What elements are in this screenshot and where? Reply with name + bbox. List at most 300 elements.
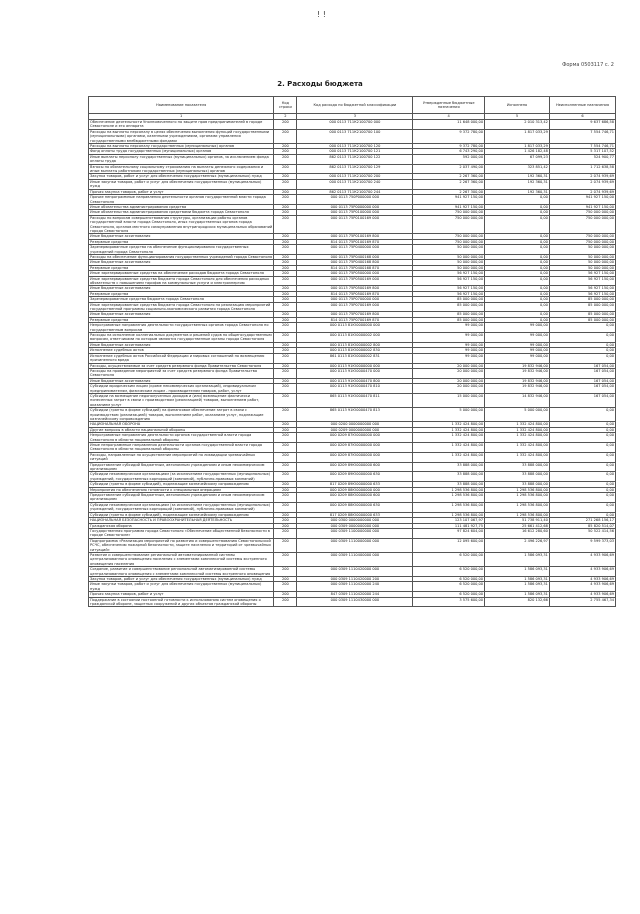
row-approved: 1 298 536 800,00 xyxy=(413,487,485,492)
table-row xyxy=(89,443,616,453)
row-class-code: 000 0113 75Р0400168 000 xyxy=(297,254,413,259)
row-line-code: 200 xyxy=(274,538,297,552)
row-unexecuted: 85 000 000,00 xyxy=(549,297,615,302)
table-row xyxy=(89,215,616,234)
row-line-code: 200 xyxy=(274,215,297,234)
row-name: Зарезервированные средства на обеспечение функционирования государственных учреждений города Севастополя xyxy=(89,245,274,255)
row-unexecuted: 271 268 156,17 xyxy=(549,518,615,523)
table-row xyxy=(89,528,616,538)
row-executed: 2 010 313,42 xyxy=(485,120,550,130)
row-line-code: 200 xyxy=(274,164,297,174)
row-approved: 111 481 927,75 xyxy=(413,523,485,528)
table-row xyxy=(89,597,616,607)
row-unexecuted: 0,00 xyxy=(549,333,615,343)
row-unexecuted: 4 933 906,69 xyxy=(549,592,615,597)
row-name: Непрограммные направления деятельности государственных органов города Севастополя по государственным вопросам xyxy=(89,323,274,333)
table-row xyxy=(89,582,616,592)
row-name: Субсидии некоммерческим организациям (за исключением государственных (муниципальных) учреждений, государственных корпораций (компаний), публично-правовых компаний) xyxy=(89,472,274,482)
row-unexecuted: 0,00 xyxy=(549,493,615,503)
row-name: Резервные средства xyxy=(89,317,274,322)
row-class-code: 000 0209 88Ю0000000 600 xyxy=(297,493,413,503)
header-executed: Исполнено xyxy=(485,97,550,114)
column-number: 1 xyxy=(89,114,274,120)
row-executed: 0,00 xyxy=(485,312,550,317)
row-line-code: 200 xyxy=(274,265,297,270)
row-line-code: 200 xyxy=(274,342,297,347)
row-line-code: 200 xyxy=(274,286,297,291)
row-name: Закупка товаров, работ и услуг для обеспечения государственных (муниципальных) нужд xyxy=(89,174,274,179)
table-row xyxy=(89,462,616,472)
table-row xyxy=(89,368,616,378)
row-approved: 9 372 780,00 xyxy=(413,129,485,143)
table-row xyxy=(89,452,616,462)
row-unexecuted: 85 000 000,00 xyxy=(549,317,615,322)
row-approved: 50 000 000,00 xyxy=(413,245,485,255)
row-name: Расходы на проведение мероприятий за счет средств резервного фонда Правительства Севастополя xyxy=(89,368,274,378)
table-row xyxy=(89,164,616,174)
table-row xyxy=(89,302,616,312)
row-unexecuted: 167 054,00 xyxy=(549,378,615,383)
row-approved: 15 000 000,00 xyxy=(413,393,485,407)
row-class-code: 000 0113 711К2100700 100 xyxy=(297,129,413,143)
row-approved: 1 298 536 800,00 xyxy=(413,493,485,503)
row-unexecuted: 4 933 906,69 xyxy=(549,552,615,566)
row-class-code: 000 0113 75Р0400000 000 xyxy=(297,245,413,255)
row-executed: 51 738 911,40 xyxy=(485,518,550,523)
row-unexecuted: 56 927 150,00 xyxy=(549,291,615,296)
row-name: Мероприятия по обеспечению готовности к специальным операциям xyxy=(89,487,274,492)
row-approved: 2 267 300,00 xyxy=(413,189,485,194)
row-executed: 19 832 946,00 xyxy=(485,368,550,378)
row-executed: 19 832 946,00 xyxy=(485,363,550,368)
row-approved: 56 927 150,00 xyxy=(413,286,485,291)
row-name: Исполнение судебных актов Российской Федерации и мировых соглашений по возмещению причиненного вреда xyxy=(89,353,274,363)
row-executed: 1 298 536 800,00 xyxy=(485,502,550,512)
row-name: Субсидии на возмещение недополученных доходов и (или) возмещение фактически понесенных затрат в связи с производством (реализацией) товаров, выполнением работ, оказанием услуг xyxy=(89,393,274,407)
row-executed: 1 332 424 800,00 xyxy=(485,433,550,443)
row-executed: 0,00 xyxy=(485,265,550,270)
row-class-code: 000 0309 1110400000 000 xyxy=(297,552,413,566)
row-approved: 6 520 000,00 xyxy=(413,576,485,581)
row-unexecuted: 7 554 746,71 xyxy=(549,144,615,149)
row-line-code: 200 xyxy=(274,276,297,286)
header-classification-code: Код расхода по бюджетной классификации xyxy=(297,97,413,114)
row-approved: 33 888 000,00 xyxy=(413,472,485,482)
row-line-code: 200 xyxy=(274,291,297,296)
header-line-code: Код строки xyxy=(274,97,297,114)
table-row xyxy=(89,576,616,581)
row-name: Субсидии некоммерческим организациям (за исключением государственных (муниципальных) учреждений, государственных корпораций (компаний), публично-правовых компаний) xyxy=(89,502,274,512)
row-class-code: 000 0209 87Ю0000000 000 xyxy=(297,452,413,462)
row-line-code: 200 xyxy=(274,512,297,517)
row-class-code: 000 0113 91Ю0000000 000 xyxy=(297,363,413,368)
row-executed: 0,00 xyxy=(485,276,550,286)
row-approved: 50 000 000,00 xyxy=(413,260,485,265)
row-line-code: 200 xyxy=(274,592,297,597)
row-name: Иные закупки товаров, работ и услуг для обеспечения государственных (муниципальных) нужд xyxy=(89,179,274,189)
row-line-code: 200 xyxy=(274,204,297,209)
row-name: НАЦИОНАЛЬНАЯ ОБОРОНА xyxy=(89,422,274,427)
row-executed: 1 586 093,31 xyxy=(485,592,550,597)
row-class-code: 000 0309 1110000000 000 xyxy=(297,538,413,552)
row-class-code: 000 0113 81Ю0000000 000 xyxy=(297,323,413,333)
row-line-code: 200 xyxy=(274,317,297,322)
row-line-code: 200 xyxy=(274,482,297,487)
row-executed: 0,00 xyxy=(485,254,550,259)
row-class-code: 000 0113 750Р000000 000 xyxy=(297,195,413,205)
table-row xyxy=(89,179,616,189)
row-class-code: 862 0113 711К2100700 244 xyxy=(297,189,413,194)
row-class-code: 000 0113 711К2100700 121 xyxy=(297,149,413,154)
row-unexecuted: 2 074 939,69 xyxy=(549,174,615,179)
row-unexecuted: 750 000 000,00 xyxy=(549,215,615,234)
table-row xyxy=(89,353,616,363)
row-line-code: 200 xyxy=(274,254,297,259)
table-row xyxy=(89,502,616,512)
row-line-code: 200 xyxy=(274,462,297,472)
row-class-code: 000 0309 0000000000 000 xyxy=(297,523,413,528)
row-line-code: 200 xyxy=(274,348,297,353)
table-body xyxy=(89,120,616,607)
row-executed: 2 496 226,97 xyxy=(485,538,550,552)
table-row xyxy=(89,323,616,333)
header-indicator-name: Наименование показателя xyxy=(89,97,274,114)
row-approved: 99 000,00 xyxy=(413,323,485,333)
row-name: Поддержание в состоянии постоянной готовности к использованию систем оповещения о гражданской обороне, защитных сооружений и других объектов гражданской обороны xyxy=(89,597,274,607)
row-unexecuted: 0,00 xyxy=(549,348,615,353)
row-unexecuted: 5 317 107,52 xyxy=(549,149,615,154)
row-line-code: 200 xyxy=(274,597,297,607)
row-unexecuted: 0,00 xyxy=(549,422,615,427)
row-approved: 12 095 600,00 xyxy=(413,538,485,552)
row-line-code: 200 xyxy=(274,297,297,302)
row-approved: 85 000 000,00 xyxy=(413,302,485,312)
row-approved: 6 520 000,00 xyxy=(413,582,485,592)
row-name: Иные бюджетные ассигнования xyxy=(89,378,274,383)
row-class-code: 000 0113 75Р0700169 800 xyxy=(297,312,413,317)
row-name: Субсидии юридическим лицам (кроме некоммерческих организаций), индивидуальным предпринимателям, физическим лицам - производителям товаров, работ, услуг xyxy=(89,384,274,394)
row-class-code: 000 0113 75Р0500169 800 xyxy=(297,286,413,291)
row-approved: 2 037 490,00 xyxy=(413,164,485,174)
row-executed: 0,00 xyxy=(485,215,550,234)
row-line-code: 200 xyxy=(274,582,297,592)
row-line-code: 200 xyxy=(274,452,297,462)
row-unexecuted: 2 755 467,34 xyxy=(549,597,615,607)
row-executed: 99 000,00 xyxy=(485,342,550,347)
row-class-code: 847 0309 1110420000 244 xyxy=(297,592,413,597)
row-unexecuted: 56 927 150,00 xyxy=(549,271,615,276)
row-class-code: 000 0209 89Ю0000000 630 xyxy=(297,472,413,482)
table-header-row xyxy=(89,97,616,114)
row-approved: 5 000 000,00 xyxy=(413,408,485,422)
row-name: Расходы на обеспечение функционирования государственных учреждений города Севастополя xyxy=(90,254,273,259)
row-unexecuted: 0,00 xyxy=(549,487,615,492)
row-line-code: 200 xyxy=(274,393,297,407)
table-row xyxy=(89,154,616,164)
row-executed: 0,00 xyxy=(485,234,550,239)
row-line-code: 200 xyxy=(274,234,297,239)
row-unexecuted: 85 000 000,00 xyxy=(549,312,615,317)
row-executed: 1 586 093,31 xyxy=(485,576,550,581)
table-row xyxy=(89,512,616,517)
row-class-code: 000 0113 81Ю0000002 800 xyxy=(297,342,413,347)
row-approved: 1 332 424 800,00 xyxy=(413,443,485,453)
row-executed: 192 360,31 xyxy=(485,174,550,179)
row-class-code: 000 0209 89Ю0000000 600 xyxy=(297,462,413,472)
row-executed: 33 888 000,00 xyxy=(485,472,550,482)
row-class-code: 000 0113 75Р0500000 000 xyxy=(297,271,413,276)
row-approved: 6 520 000,00 xyxy=(413,567,485,577)
row-approved: 99 000,00 xyxy=(413,353,485,363)
row-line-code: 200 xyxy=(274,144,297,149)
row-approved: 20 000 000,00 xyxy=(413,368,485,378)
row-line-code: 200 xyxy=(274,302,297,312)
row-executed: 1 426 182,48 xyxy=(485,149,550,154)
row-line-code: 200 xyxy=(274,576,297,581)
row-unexecuted: 2 074 939,69 xyxy=(549,179,615,189)
table-row xyxy=(89,393,616,407)
row-class-code: 000 0209 0000000000 000 xyxy=(297,427,413,432)
row-approved: 9 372 780,00 xyxy=(413,144,485,149)
row-approved: 1 332 424 800,00 xyxy=(413,427,485,432)
row-approved: 1 298 536 800,00 xyxy=(413,512,485,517)
row-name: Иные бюджетные ассигнования xyxy=(89,342,274,347)
row-unexecuted: 750 000 000,00 xyxy=(549,210,615,215)
table-row xyxy=(89,427,616,432)
row-unexecuted: 7 554 746,71 xyxy=(549,129,615,143)
table-row xyxy=(89,487,616,492)
row-line-code: 200 xyxy=(274,378,297,383)
row-class-code: 817 0209 89Ю0000000 633 xyxy=(297,482,413,487)
row-unexecuted: 4 933 906,69 xyxy=(549,567,615,577)
row-line-code: 200 xyxy=(274,422,297,427)
row-unexecuted: 524 900,77 xyxy=(549,154,615,164)
row-name: Прочая закупка товаров, работ и услуг xyxy=(89,189,274,194)
row-line-code: 200 xyxy=(274,154,297,164)
row-line-code: 200 xyxy=(274,174,297,179)
row-unexecuted: 941 927 150,00 xyxy=(549,195,615,205)
row-line-code: 200 xyxy=(274,120,297,130)
table-row xyxy=(89,149,616,154)
row-unexecuted: 0,00 xyxy=(549,482,615,487)
row-name: Прочие непрограммные направления деятельности органов государственной власти города Севастополя xyxy=(89,195,274,205)
row-executed: 1 332 424 800,00 xyxy=(485,443,550,453)
row-executed: 0,00 xyxy=(485,245,550,255)
table-row xyxy=(89,472,616,482)
row-name: Непрограммные направления деятельности органов государственной власти города Севастополя в области национальной обороны xyxy=(89,433,274,443)
row-approved: 3 575 600,00 xyxy=(413,597,485,607)
row-class-code: 865 0113 91Ю0000470 813 xyxy=(297,408,413,422)
row-line-code: 200 xyxy=(274,433,297,443)
row-name: Субсидии (гранты в форме субсидий), подлежащие казначейскому сопровождению xyxy=(89,482,274,487)
row-name: Фонд оплаты труда государственных (муниципальных) органов xyxy=(89,149,274,154)
row-unexecuted: 0,00 xyxy=(549,433,615,443)
row-approved: 1 332 424 800,00 xyxy=(413,433,485,443)
row-name: Расходы на выплаты персоналу государственных (муниципальных) органов xyxy=(89,144,274,149)
row-class-code: 000 0309 1110420000 000 xyxy=(297,567,413,577)
row-executed: 0,00 xyxy=(485,204,550,209)
row-name: Расходы на выплаты персоналу в целях обеспечения выполнения функций государственными (муниципальными) органами, казенными учреждениями, органами управления государственными внебюджетными фондами xyxy=(89,129,274,143)
row-name: Иные зарезервированные средства бюджета города Севастополя для обеспечения расходных обязательств с повышением тарифов на коммунальные услуги и электроэнергию xyxy=(89,276,274,286)
row-name: Иные зарезервированные средства бюджета города Севастополя на реализацию мероприятий государственной программы социально-экономического развития города Севастополя xyxy=(89,302,274,312)
row-name: Закупка товаров, работ и услуг для обеспечения государственных (муниципальных) нужд xyxy=(89,576,274,581)
row-name: Расходы по вопросам совершенствования структуры, организации работы органов государственной власти города Севастополя, иных государственных органов города Севастополя, органов местного самоуправления внутригородских муниципальных образований города Севастополя xyxy=(90,215,273,233)
row-line-code: 200 xyxy=(274,384,297,394)
row-name: Резервные средства xyxy=(89,265,274,270)
row-executed: 192 360,31 xyxy=(485,179,550,189)
row-line-code: 200 xyxy=(274,552,297,566)
row-line-code: 200 xyxy=(274,195,297,205)
row-line-code: 200 xyxy=(274,312,297,317)
row-class-code: 861 0113 81Ю0000002 831 xyxy=(297,353,413,363)
row-name: Расходы, осуществляемые за счет средств резервного фонда Правительства Севастополя xyxy=(89,363,274,368)
row-approved: 750 000 000,00 xyxy=(413,239,485,244)
row-unexecuted: 167 054,00 xyxy=(549,384,615,394)
page-title: 2. Расходы бюджета xyxy=(277,80,363,88)
row-line-code: 200 xyxy=(274,239,297,244)
row-name: Иные зарезервированные средства на обеспечение расходов бюджета города Севастополя xyxy=(89,271,274,276)
row-class-code: 862 0113 711К2100700 129 xyxy=(297,164,413,174)
row-executed: 1 332 424 800,00 xyxy=(485,422,550,427)
row-executed: 99 000,00 xyxy=(485,348,550,353)
row-approved: 6 520 000,00 xyxy=(413,552,485,566)
row-class-code: 000 0113 711К2100700 000 xyxy=(297,120,413,130)
row-class-code: 862 0113 711К2100700 122 xyxy=(297,154,413,164)
row-executed: 0,00 xyxy=(485,317,550,322)
row-unexecuted: 167 054,00 xyxy=(549,368,615,378)
row-unexecuted: 0,00 xyxy=(549,353,615,363)
table-row xyxy=(89,333,616,343)
row-executed: 33 888 000,00 xyxy=(485,462,550,472)
row-unexecuted: 0,00 xyxy=(549,323,615,333)
row-class-code: 814 0113 75Р0500169 870 xyxy=(297,291,413,296)
table-row xyxy=(89,552,616,566)
row-name: Иные бюджетные ассигнования xyxy=(89,286,274,291)
row-name: Субсидии (гранты в форме субсидий) на финансовое обеспечение затрат в связи с производством (реализацией) товаров, выполнением работ, оказанием услуг, подлежащие казначейскому сопровождению xyxy=(89,408,274,422)
row-unexecuted: 50 000 000,00 xyxy=(549,265,615,270)
row-line-code: 200 xyxy=(274,323,297,333)
row-executed: 0,00 xyxy=(485,302,550,312)
row-unexecuted: 50 000 000,00 xyxy=(549,260,615,265)
row-approved: 50 000 000,00 xyxy=(413,254,485,259)
row-approved: 20 000 000,00 xyxy=(413,384,485,394)
row-name: Иные обязательства администрирования средства xyxy=(89,204,274,209)
row-executed: 16 612 280,60 xyxy=(485,528,550,538)
row-executed: 0,00 xyxy=(485,260,550,265)
row-executed: 19 832 946,00 xyxy=(485,384,550,394)
row-class-code: 000 0113 75Р0400168 800 xyxy=(297,260,413,265)
row-unexecuted: 167 054,00 xyxy=(549,363,615,368)
row-approved: 2 267 360,00 xyxy=(413,179,485,189)
row-line-code: 200 xyxy=(274,129,297,143)
row-approved: 750 000 000,00 xyxy=(413,234,485,239)
table-row xyxy=(89,538,616,552)
column-number: 4 xyxy=(413,114,485,120)
row-name: Гражданская оборона xyxy=(89,523,274,528)
row-executed: 99 000,00 xyxy=(485,353,550,363)
row-unexecuted: 941 927 150,00 xyxy=(549,204,615,209)
row-class-code: 000 0113 711К2100700 200 xyxy=(297,174,413,179)
row-line-code: 200 xyxy=(274,502,297,512)
column-number: 5 xyxy=(485,114,550,120)
row-line-code: 200 xyxy=(274,363,297,368)
row-class-code: 000 0209 87Ю0000000 000 xyxy=(297,433,413,443)
row-executed: 1 817 033,29 xyxy=(485,144,550,149)
row-approved: 1 332 424 800,00 xyxy=(413,452,485,462)
row-line-code: 200 xyxy=(274,472,297,482)
row-approved: 1 298 536 800,00 xyxy=(413,502,485,512)
row-approved: 99 000,00 xyxy=(413,333,485,343)
column-number: 3 xyxy=(297,114,413,120)
row-class-code: 814 0113 75Р0100169 870 xyxy=(297,239,413,244)
row-unexecuted: 0,00 xyxy=(549,443,615,453)
row-approved: 2 267 360,00 xyxy=(413,174,485,179)
row-approved: 750 000 000,00 xyxy=(413,210,485,215)
table-row xyxy=(89,144,616,149)
row-name: Предоставление субсидий бюджетным, автономным учреждениям и иным некоммерческим организациям xyxy=(89,462,274,472)
row-unexecuted: 85 820 514,07 xyxy=(549,523,615,528)
row-approved: 20 000 000,00 xyxy=(413,363,485,368)
row-executed: 1 586 093,31 xyxy=(485,567,550,577)
row-unexecuted: 50 000 000,00 xyxy=(549,254,615,259)
row-class-code: 000 0309 1110420000 200 xyxy=(297,576,413,581)
row-approved: 123 107 067,97 xyxy=(413,518,485,523)
row-class-code: 000 0309 1100000000 000 xyxy=(297,528,413,538)
table-row xyxy=(89,408,616,422)
row-approved: 97 824 604,00 xyxy=(413,528,485,538)
row-executed: 0,00 xyxy=(485,195,550,205)
row-line-code: 200 xyxy=(274,210,297,215)
row-executed: 1 586 093,31 xyxy=(485,552,550,566)
row-name: Подпрограмма «Реализация мероприятий по развитию и совершенствованию Севастопольской РСЧС, обеспечению пожарной безопасности, защите населения и территорий от чрезвычайных ситуаций» xyxy=(89,538,274,552)
expenditure-table xyxy=(88,96,616,607)
table-row xyxy=(89,129,616,143)
row-executed: 0,00 xyxy=(485,239,550,244)
row-line-code: 200 xyxy=(274,443,297,453)
row-line-code: 200 xyxy=(274,567,297,577)
header-approved: Утвержденные бюджетные назначения xyxy=(413,97,485,114)
row-unexecuted: 50 522 414,56 xyxy=(549,528,615,538)
row-executed: 0,00 xyxy=(485,286,550,291)
row-class-code: 000 0113 75Р0100169 800 xyxy=(297,234,413,239)
row-name: Прочая закупка товаров, работ и услуг xyxy=(89,592,274,597)
row-approved: 6 743 290,00 xyxy=(413,149,485,154)
column-number: 2 xyxy=(274,114,297,120)
row-class-code: 000 0113 81Ю0000002 830 xyxy=(297,348,413,353)
row-name: Предоставление субсидий бюджетным, автономным учреждениям и иным некоммерческим организациям xyxy=(89,493,274,503)
row-unexecuted: 4 933 906,69 xyxy=(549,576,615,581)
row-class-code: 814 0113 75Р0700169 870 xyxy=(297,317,413,322)
row-class-code: 000 0113 75Р0700169 000 xyxy=(297,302,413,312)
table-row xyxy=(89,120,616,130)
table-row xyxy=(89,518,616,523)
row-approved: 941 927 150,00 xyxy=(413,195,485,205)
table-row xyxy=(89,174,616,179)
row-class-code: 817 0209 88Ю0000000 633 xyxy=(297,512,413,517)
row-executed: 0,00 xyxy=(485,210,550,215)
table-row xyxy=(89,433,616,443)
row-unexecuted: 56 927 150,00 xyxy=(549,286,615,291)
table-row xyxy=(89,363,616,368)
row-unexecuted: 167 054,00 xyxy=(549,393,615,407)
row-executed: 99 000,00 xyxy=(485,333,550,343)
row-executed: 5 000 000,00 xyxy=(485,408,550,422)
row-line-code: 200 xyxy=(274,487,297,492)
row-class-code: 000 0113 711К2100700 120 xyxy=(297,144,413,149)
row-unexecuted: 9 637 686,58 xyxy=(549,120,615,130)
row-class-code: 000 0209 88Ю0000000 630 xyxy=(297,502,413,512)
row-executed: 0,00 xyxy=(485,291,550,296)
